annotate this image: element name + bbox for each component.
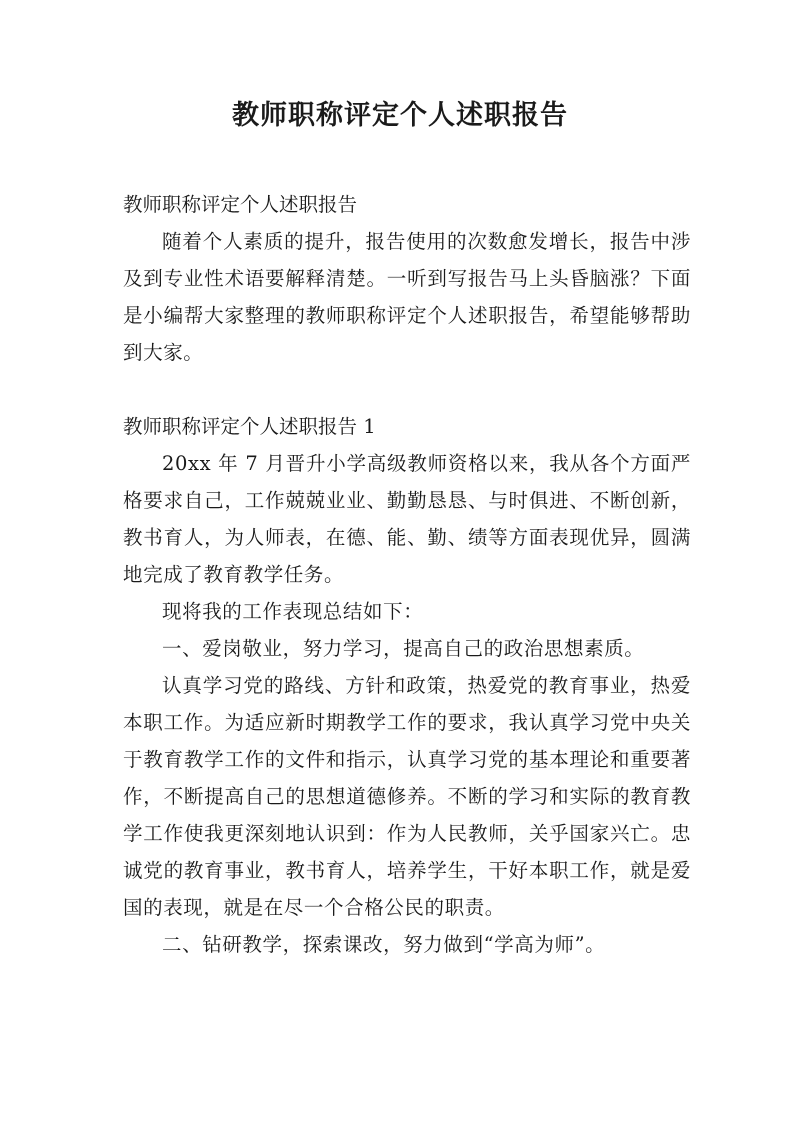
paragraph-point-two-heading: 二、钻研教学，探索课改，努力做到“学高为师”。 bbox=[162, 933, 606, 956]
intro-paragraph: 随着个人素质的提升，报告使用的次数愈发增长，报告中涉及到专业性术语要解释清楚。一听到写报告马上头昏脑涨？下面是小编帮大家整理的教师职称评定个人述职报告，希望能够帮助到大家。 bbox=[123, 230, 691, 364]
paragraph-point-one-heading: 一、爱岗敬业，努力学习，提高自己的政治思想素质。 bbox=[162, 637, 645, 660]
paragraph-promotion: 20xx 年 7 月晋升小学高级教师资格以来，我从各个方面严格要求自己，工作兢兢业业、勤勤恳恳、与时俱进、不断创新，教书育人，为人师表，在德、能、勤、绩等方面表现优异，圆满地完成了教育教学任务。 bbox=[123, 452, 691, 586]
document-subtitle: 教师职称评定个人述职报告 bbox=[123, 193, 358, 216]
paragraph-summary-intro: 现将我的工作表现总结如下： bbox=[162, 600, 424, 623]
document-title: 教师职称评定个人述职报告 bbox=[232, 100, 568, 131]
paragraph-spacer bbox=[123, 371, 691, 408]
paragraph-point-one-body: 认真学习党的路线、方针和政策，热爱党的教育事业，热爱本职工作。为适应新时期教学工作的要求，我认真学习党中央关于教育教学工作的文件和指示，认真学习党的基本理论和重要著作，不断提高自己的思想道德修养。不断的学习和实际的教育教学工作使我更深刻地认识到：作为人民教师，关乎国家兴亡。忠诚党的教育事业，教书育人，培养学生，干好本职工作，就是爱国的表现，就是在尽一个合格公民的职责。 bbox=[123, 674, 691, 919]
section-heading: 教师职称评定个人述职报告 1 bbox=[123, 415, 376, 438]
document-body bbox=[123, 186, 691, 963]
